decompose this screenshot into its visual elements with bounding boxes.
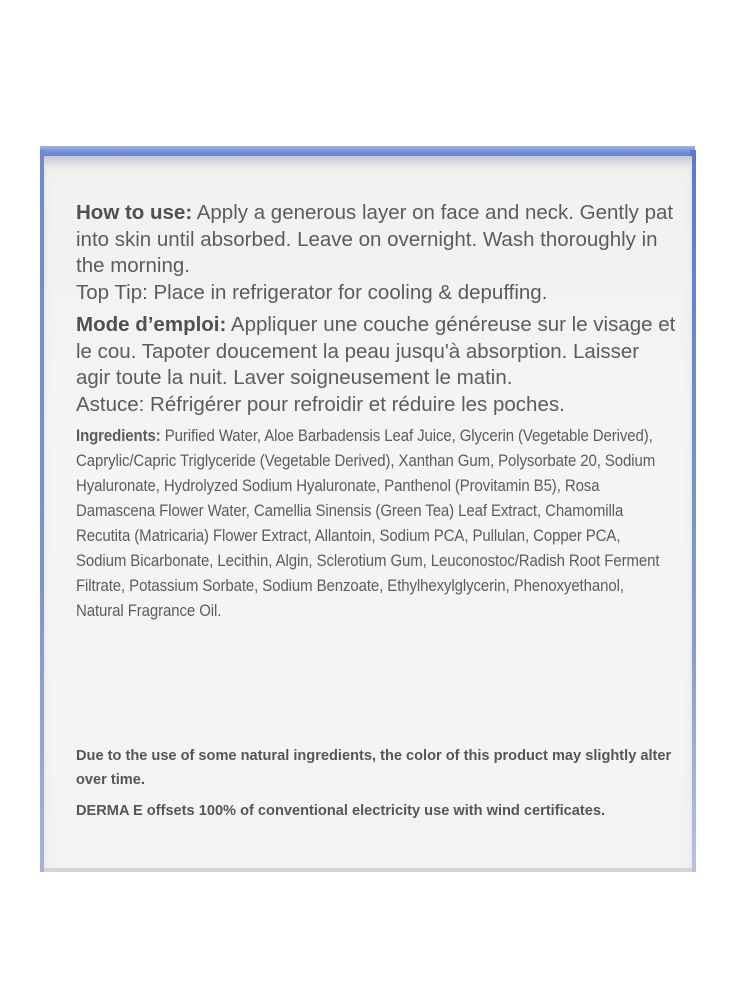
astuce-text: Astuce: Réfrigérer pour refroidir et réduire les poches. (76, 392, 565, 416)
color-note: Due to the use of some natural ingredients, the color of this product may slightly alter over time. (76, 748, 672, 788)
ingredients-heading: Ingredients: (76, 427, 161, 445)
instructions-text-block (76, 200, 676, 624)
top-tip-text: Top Tip: Place in refrigerator for cooling & depuffing. (76, 280, 548, 304)
energy-note: DERMA E offsets 100% of conventional electricity use with wind certificates. (76, 803, 606, 819)
ingredients-list: Purified Water, Aloe Barbadensis Leaf Juice, Glycerin (Vegetable Derived), Caprylic/Capric Triglyceride (Vegetable Derived), Xanthan Gum, Polysorbate 20, Sodium Hyaluronate, Hydrolyzed Sodium Hyaluronate, Panthenol (Provitamin B5), Rosa Damascena Flower Water, Camellia Sinensis (Green Tea) Leaf Extract, Chamomilla Recutita (Matricaria) Flower Extract, Allantoin, Sodium PCA, Pullulan, Copper PCA, Sodium Bicarbonate, Lecithin, Algin, Sclerotium Gum, Leuconostoc/Radish Root Ferment Filtrate, Potassium Sorbate, Sodium Benzoate, Ethylhexylglycerin, Phenoxyethanol, Natural Fragrance Oil. (76, 427, 660, 620)
box-bottom-edge (44, 868, 692, 872)
mode-emploi-heading: Mode d’emploi: (76, 313, 227, 336)
how-to-use-heading: How to use: (76, 201, 193, 224)
ingredients-paragraph (76, 424, 674, 624)
how-to-use-paragraph (76, 200, 676, 280)
how-to-use-text: Apply a generous layer on face and neck. Gently pat into skin until absorbed. Leave on overnight. Wash thoroughly in the morning. (76, 201, 674, 277)
mode-emploi-paragraph (76, 312, 676, 392)
mode-emploi-text: Appliquer une couche généreuse sur le visage et le cou. Tapoter doucement la peau jusqu'à absorption. Laisser agir toute la nuit. Laver soigneusement le matin. (76, 313, 676, 389)
